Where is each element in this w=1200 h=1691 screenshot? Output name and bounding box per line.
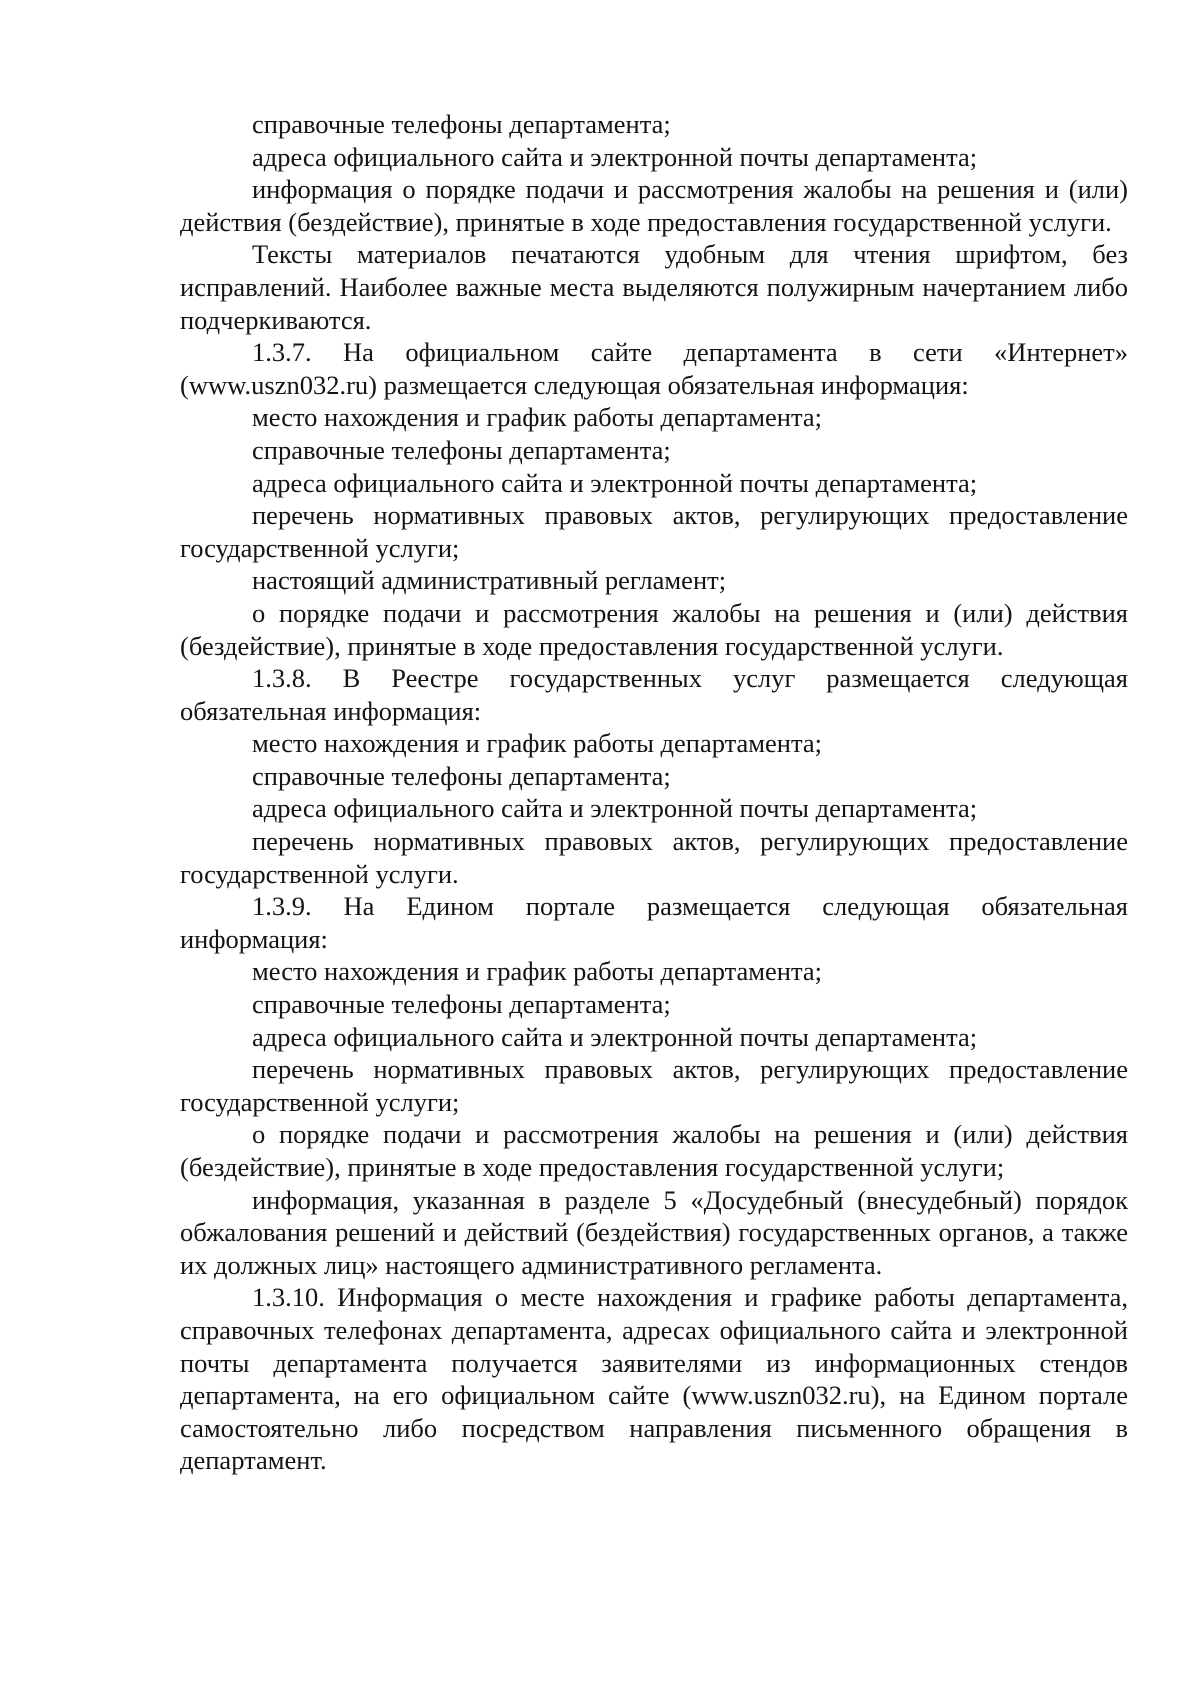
paragraph-20: адреса официального сайта и электронной почты департамента; <box>252 1021 978 1052</box>
paragraph-12: 1.3.8. В Реестре государственных услуг размещается следующая обязательная информация: <box>180 663 1128 726</box>
paragraph-14: справочные телефоны департамента; <box>252 760 671 791</box>
paragraph-6: место нахождения и график работы департамента; <box>252 402 823 433</box>
paragraph-23: информация, указанная в разделе 5 «Досудебный (внесудебный) порядок обжалования решений и действий (бездействия) государственных органов, а также их должных лиц» настоящего административного регламента. <box>180 1184 1128 1280</box>
paragraph-8: адреса официального сайта и электронной почты департамента; <box>252 467 978 498</box>
paragraph-4: Тексты материалов печатаются удобным для чтения шрифтом, без исправлений. Наиболее важные места выделяются полужирным начертанием либо подчеркиваются. <box>180 239 1128 335</box>
paragraph-3: информация о порядке подачи и рассмотрения жалобы на решения и (или) действия (бездействие), принятые в ходе предоставления государственной услуги. <box>180 174 1128 237</box>
paragraph-21: перечень нормативных правовых актов, регулирующих предоставление государственной услуги; <box>180 1054 1128 1117</box>
paragraph-2: адреса официального сайта и электронной почты департамента; <box>252 141 978 172</box>
paragraph-19: справочные телефоны департамента; <box>252 989 671 1020</box>
document-page <box>180 108 1128 1477</box>
paragraph-7: справочные телефоны департамента; <box>252 434 671 465</box>
paragraph-13: место нахождения и график работы департамента; <box>252 728 823 759</box>
paragraph-18: место нахождения и график работы департамента; <box>252 956 823 987</box>
paragraph-15: адреса официального сайта и электронной почты департамента; <box>252 793 978 824</box>
paragraph-16: перечень нормативных правовых актов, регулирующих предоставление государственной услуги. <box>180 826 1128 889</box>
paragraph-5: 1.3.7. На официальном сайте департамента в сети «Интернет» (www.uszn032.ru) размещается следующая обязательная информация: <box>180 337 1128 400</box>
paragraph-11: о порядке подачи и рассмотрения жалобы на решения и (или) действия (бездействие), принятые в ходе предоставления государственной услуги. <box>180 597 1128 661</box>
paragraph-9: перечень нормативных правовых актов, регулирующих предоставление государственной услуги; <box>180 500 1128 563</box>
paragraph-22: о порядке подачи и рассмотрения жалобы на решения и (или) действия (бездействие), принятые в ходе предоставления государственной услуги; <box>180 1119 1128 1182</box>
paragraph-10: настоящий административный регламент; <box>252 565 727 596</box>
paragraph-1: справочные телефоны департамента; <box>252 109 671 139</box>
paragraph-24: 1.3.10. Информация о месте нахождения и графике работы департамента, справочных телефонах департамента, адресах официального сайта и электронной почты департамента получается заявителями из информационных стендов департамента, на его официальном сайте (www.uszn032.ru), на Едином портале самостоятельно либо посредством направления письменного обращения в департамент. <box>180 1282 1128 1476</box>
paragraph-17: 1.3.9. На Едином портале размещается следующая обязательная информация: <box>180 891 1128 954</box>
